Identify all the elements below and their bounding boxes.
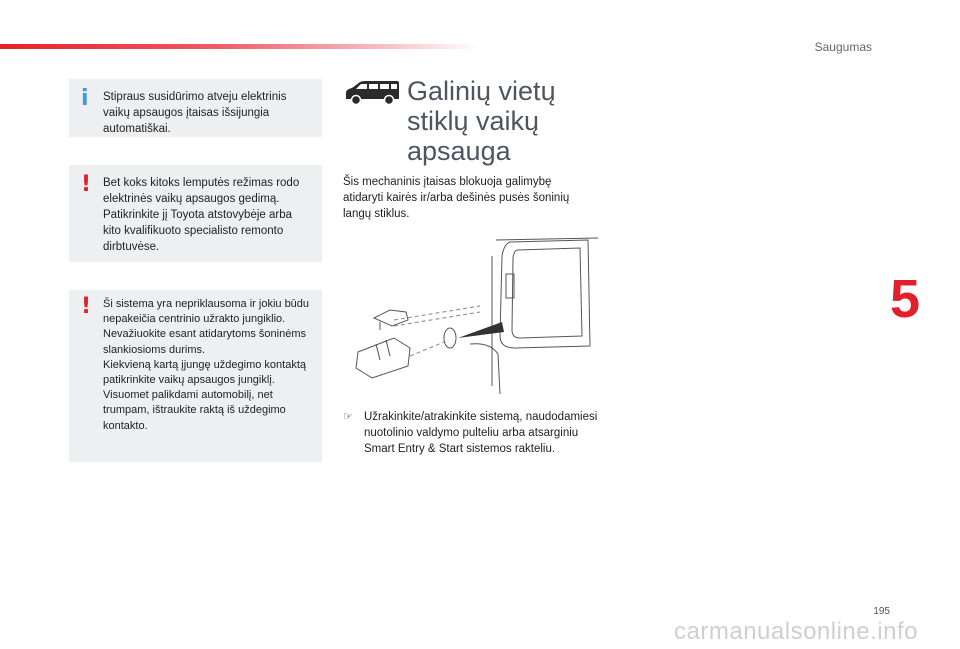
child-lock-illustration — [350, 236, 600, 396]
header-accent-bar — [0, 44, 480, 49]
warning-line: Kiekvieną kartą įjungę uždegimo kontaktą patikrinkite vaikų apsaugos jungiklį. — [103, 358, 307, 387]
warning-line: Visuomet palikdami automobilį, net trumpam, ištraukite raktą iš uždegimo kontakto. — [103, 389, 286, 432]
description-text: Šis mechaninis įtaisas blokuoja galimybę atidaryti kairės ir/arba dešinės pusės šoninių langų stiklus. — [343, 176, 570, 220]
page-title — [407, 76, 556, 166]
warning-note-2 — [69, 290, 322, 462]
pointer-bullet-icon: ☞ — [343, 411, 353, 423]
info-note-text: Stipraus susidūrimo atveju elektrinis vaikų apsaugos įtaisas išsijungia automatiškai. — [103, 91, 287, 135]
warning-line: Ši sistema yra nepriklausoma ir jokiu būdu nepakeičia centrinio užrakto jungiklio. — [103, 298, 310, 326]
info-note — [69, 79, 322, 137]
title-line: Galinių vietų — [407, 76, 556, 106]
warning-line: Nevažiuokite esant atidarytoms šoninėms slankiosioms durims. — [103, 328, 306, 356]
van-icon — [343, 80, 401, 106]
warning-note-1 — [69, 165, 322, 262]
instruction-item — [343, 409, 598, 457]
warning-icon: ! — [81, 294, 92, 319]
info-icon: i — [81, 86, 89, 111]
title-line: stiklų vaikų — [407, 106, 540, 136]
warning-icon: ! — [81, 172, 92, 197]
page-number: 195 — [873, 606, 890, 617]
title-line: apsauga — [407, 136, 511, 166]
section-title: Saugumas — [814, 40, 872, 54]
warning-note-1-text: Bet koks kitoks lemputės režimas rodo elektrinės vaikų apsaugos gedimą. Patikrinkite jį Toyota atstovybėje arba kito kvalifikuoto specialisto remonto dirbtuvėse. — [103, 177, 300, 253]
chapter-number: 5 — [890, 269, 921, 329]
instruction-text: Užrakinkite/atrakinkite sistemą, naudodamiesi nuotolinio valdymo pulteliu arba atsarginiu Smart Entry & Start sistemos rakteliu. — [364, 411, 598, 455]
watermark: carmanualsonline.info — [674, 618, 918, 645]
